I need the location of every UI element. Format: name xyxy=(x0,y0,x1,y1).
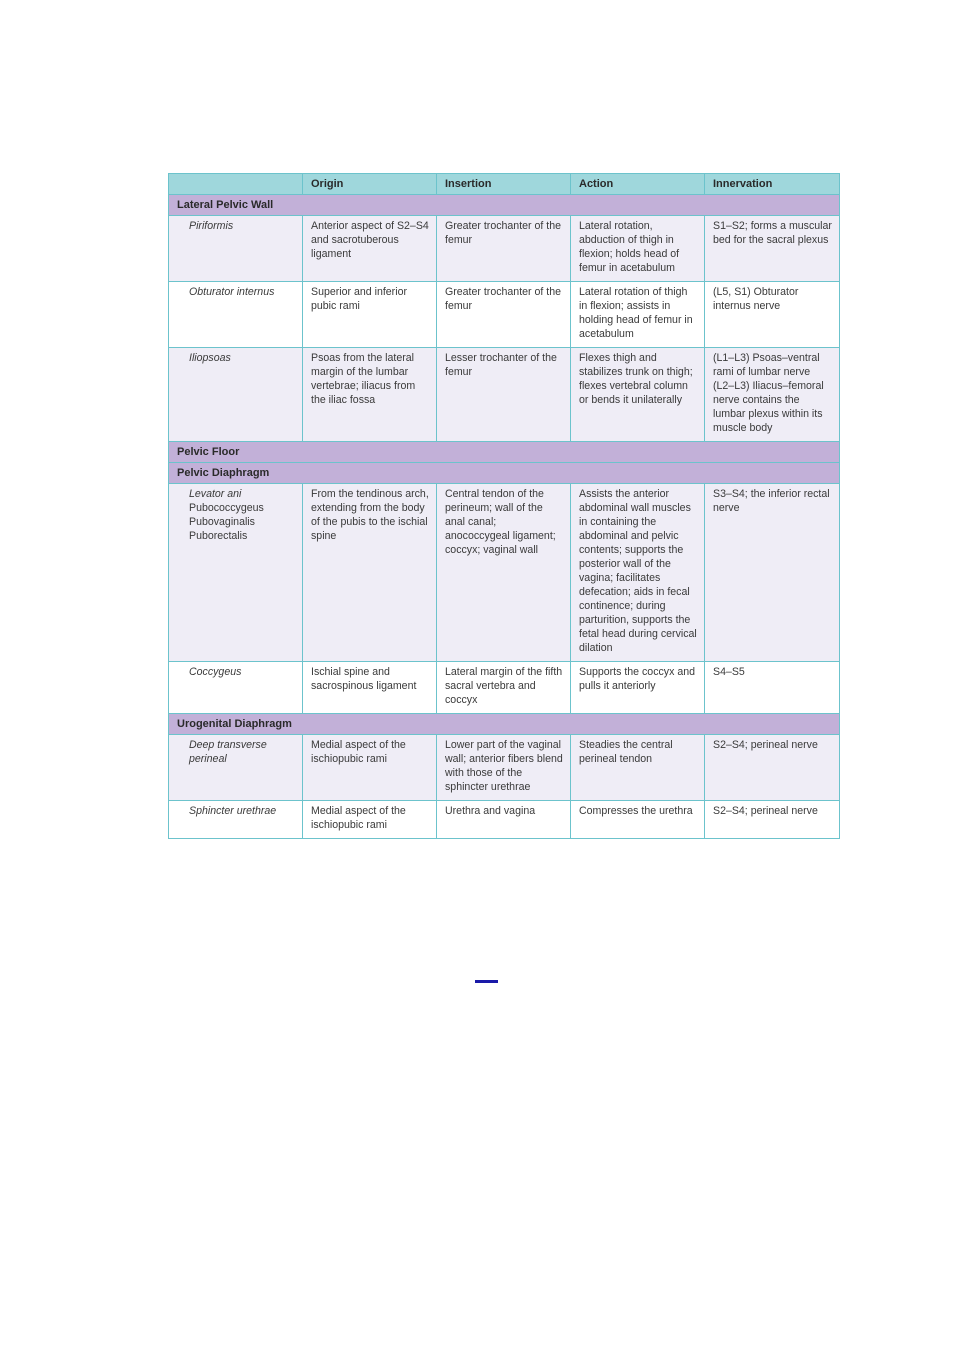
sub-muscle-name: Puborectalis xyxy=(189,530,248,542)
section-pelvic-floor: Pelvic Floor xyxy=(169,442,840,463)
muscle-name: Iliopsoas xyxy=(169,348,303,442)
action-cell: Steadies the central perineal tendon xyxy=(571,735,705,801)
section-pelvic-diaphragm: Pelvic Diaphragm xyxy=(169,463,840,484)
header-innervation: Innervation xyxy=(705,174,840,195)
muscle-table-container xyxy=(168,173,839,839)
table-row xyxy=(169,348,840,442)
innervation-cell: S3–S4; the inferior rectal nerve xyxy=(705,484,840,662)
origin-cell: Medial aspect of the ischiopubic rami xyxy=(303,801,437,839)
pelvic-muscles-table xyxy=(168,173,840,839)
origin-cell: From the tendinous arch, extending from the body of the pubis to the ischial spine xyxy=(303,484,437,662)
section-row xyxy=(169,463,840,484)
insertion-cell: Greater trochanter of the femur xyxy=(437,282,571,348)
origin-cell: Psoas from the lateral margin of the lumbar vertebrae; iliacus from the iliac fossa xyxy=(303,348,437,442)
origin-cell: Anterior aspect of S2–S4 and sacrotuberous ligament xyxy=(303,216,437,282)
innervation-cell: S2–S4; perineal nerve xyxy=(705,735,840,801)
muscle-name: Obturator internus xyxy=(169,282,303,348)
action-cell: Compresses the urethra xyxy=(571,801,705,839)
innervation-cell: (L1–L3) Psoas–ventral rami of lumbar nerve (L2–L3) Iliacus–femoral nerve contains the lumbar plexus within its muscle body xyxy=(705,348,840,442)
section-row xyxy=(169,195,840,216)
section-urogenital-diaphragm: Urogenital Diaphragm xyxy=(169,714,840,735)
header-insertion: Insertion xyxy=(437,174,571,195)
insertion-cell: Lower part of the vaginal wall; anterior fibers blend with those of the sphincter urethrae xyxy=(437,735,571,801)
table-row xyxy=(169,735,840,801)
sub-muscle-name: Pubovaginalis xyxy=(189,516,255,528)
page-marker-dash xyxy=(475,980,498,983)
origin-cell: Ischial spine and sacrospinous ligament xyxy=(303,662,437,714)
table-row xyxy=(169,801,840,839)
table-header-row xyxy=(169,174,840,195)
insertion-cell: Lesser trochanter of the femur xyxy=(437,348,571,442)
action-cell: Lateral rotation, abduction of thigh in flexion; holds head of femur in acetabulum xyxy=(571,216,705,282)
muscle-name: Piriformis xyxy=(169,216,303,282)
muscle-name: Levator ani xyxy=(189,488,242,500)
table-row xyxy=(169,216,840,282)
innervation-cell: S1–S2; forms a muscular bed for the sacral plexus xyxy=(705,216,840,282)
header-action: Action xyxy=(571,174,705,195)
muscle-name-cell xyxy=(169,484,303,662)
insertion-cell: Lateral margin of the fifth sacral vertebra and coccyx xyxy=(437,662,571,714)
insertion-cell: Greater trochanter of the femur xyxy=(437,216,571,282)
innervation-cell: (L5, S1) Obturator internus nerve xyxy=(705,282,840,348)
innervation-cell: S2–S4; perineal nerve xyxy=(705,801,840,839)
header-origin: Origin xyxy=(303,174,437,195)
header-muscle xyxy=(169,174,303,195)
table-row xyxy=(169,662,840,714)
muscle-name: Sphincter urethrae xyxy=(169,801,303,839)
action-cell: Flexes thigh and stabilizes trunk on thigh; flexes vertebral column or bends it unilaterally xyxy=(571,348,705,442)
action-cell: Lateral rotation of thigh in flexion; assists in holding head of femur in acetabulum xyxy=(571,282,705,348)
section-lateral-pelvic-wall: Lateral Pelvic Wall xyxy=(169,195,840,216)
table-row xyxy=(169,484,840,662)
action-cell: Assists the anterior abdominal wall muscles in containing the abdominal and pelvic contents; supports the posterior wall of the vagina; facilitates defecation; aids in fecal continence; during parturition, supports the fetal head during cervical dilation xyxy=(571,484,705,662)
section-row xyxy=(169,714,840,735)
muscle-name: Coccygeus xyxy=(169,662,303,714)
innervation-cell: S4–S5 xyxy=(705,662,840,714)
section-row xyxy=(169,442,840,463)
sub-muscle-name: Pubococcygeus xyxy=(189,502,264,514)
action-cell: Supports the coccyx and pulls it anteriorly xyxy=(571,662,705,714)
insertion-cell: Urethra and vagina xyxy=(437,801,571,839)
table-row xyxy=(169,282,840,348)
insertion-cell: Central tendon of the perineum; wall of the anal canal; anococcygeal ligament; coccyx; vaginal wall xyxy=(437,484,571,662)
origin-cell: Medial aspect of the ischiopubic rami xyxy=(303,735,437,801)
origin-cell: Superior and inferior pubic rami xyxy=(303,282,437,348)
muscle-name: Deep transverse perineal xyxy=(169,735,303,801)
